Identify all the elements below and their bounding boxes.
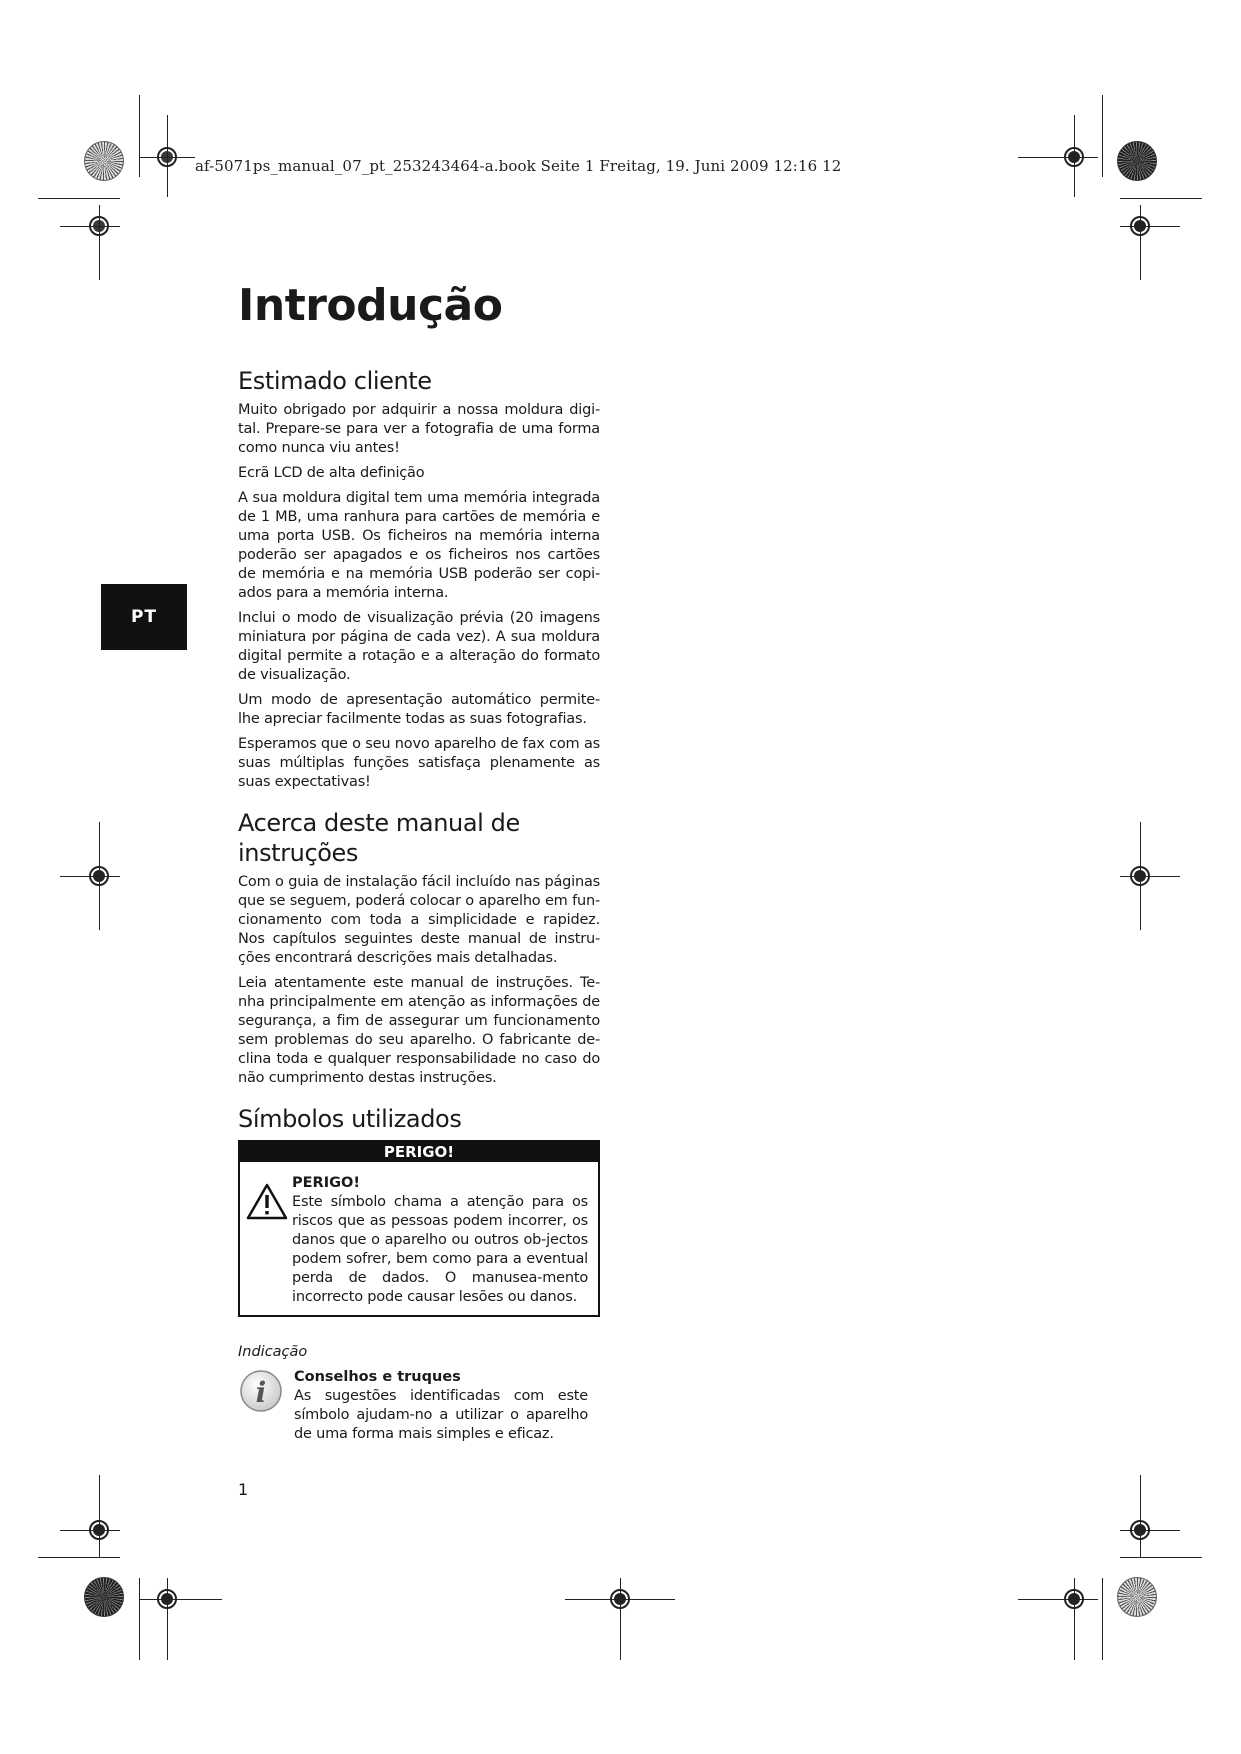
paragraph: Ecrã LCD de alta definição — [238, 465, 425, 481]
registration-mark-icon — [1125, 211, 1155, 241]
print-header: af-5071ps_manual_07_pt_253243464-a.book Seite 1 Freitag, 19. Juni 2009 12:16 12 — [195, 157, 842, 175]
registration-mark-icon — [84, 861, 114, 891]
color-bar-icon — [1117, 1577, 1157, 1617]
section-heading: Símbolos utilizados — [238, 1105, 462, 1133]
registration-mark-icon — [152, 1584, 182, 1614]
section-heading: Acerca deste manual de instruções — [238, 809, 520, 867]
danger-bar-label: PERIGO! — [240, 1142, 598, 1162]
color-bar-icon — [84, 141, 124, 181]
registration-mark-icon — [1125, 1515, 1155, 1545]
registration-mark-icon — [605, 1584, 635, 1614]
color-bar-icon — [1117, 141, 1157, 181]
paragraph: A sua moldura digital tem uma memória integrada de 1 MB, uma ranhura para cartões de memória e uma porta USB. Os ficheiros na memória interna poderão ser apagados e os ficheiros nos cartões de memória e na memória USB poderão ser copi-ados para a memória interna. — [238, 490, 600, 601]
note-label: Indicação — [238, 1344, 308, 1360]
paragraph: Esperamos que o seu novo aparelho de fax com as suas múltiplas funções satisfaça plenamente as suas expectativas! — [238, 736, 600, 790]
main-content — [238, 280, 600, 1444]
paragraph: Com o guia de instalação fácil incluído nas páginas que se seguem, poderá colocar o aparelho em fun-cionamento com toda a simplicidade e rapidez. Nos capítulos seguintes deste manual de instru-ções encontrará descrições mais detalhadas. — [238, 874, 600, 966]
page-number: 1 — [238, 1480, 249, 1499]
page-title: Introdução — [238, 280, 503, 331]
note-box — [238, 1368, 600, 1444]
svg-text:i: i — [255, 1376, 267, 1409]
registration-mark-icon — [1125, 861, 1155, 891]
paragraph: Leia atentamente este manual de instruções. Te-nha principalmente em atenção as informações de segurança, a fim de assegurar um funcionamento sem problemas do seu aparelho. O fabricante de-clina toda e qualquer responsabilidade no caso do não cumprimento destas instruções. — [238, 975, 600, 1086]
registration-mark-icon — [152, 142, 182, 172]
paragraph: Um modo de apresentação automático permite-lhe apreciar facilmente todas as suas fotografias. — [238, 692, 600, 727]
color-bar-icon — [84, 1577, 124, 1617]
registration-mark-icon — [84, 1515, 114, 1545]
section-heading: Estimado cliente — [238, 367, 432, 395]
paragraph: Muito obrigado por adquirir a nossa moldura digi-tal. Prepare-se para ver a fotografia de uma forma como nunca viu antes! — [238, 402, 600, 456]
note-heading: Conselhos e truques — [294, 1369, 461, 1385]
paragraph: Inclui o modo de visualização prévia (20 imagens miniatura por página de cada vez). A sua moldura digital permite a rotação e a alteração do formato de visualização. — [238, 610, 600, 683]
language-tab: PT — [101, 584, 187, 650]
danger-box — [238, 1140, 600, 1317]
registration-mark-icon — [1059, 142, 1089, 172]
registration-mark-icon — [1059, 1584, 1089, 1614]
danger-heading: PERIGO! — [292, 1175, 360, 1191]
note-text: As sugestões identificadas com este símbolo ajudam-no a utilizar o aparelho de uma forma mais simples e eficaz. — [294, 1388, 588, 1442]
info-icon — [238, 1368, 294, 1444]
warning-triangle-icon — [246, 1174, 292, 1307]
danger-text: Este símbolo chama a atenção para os riscos que as pessoas podem incorrer, os danos que o aparelho ou outros ob-jectos podem sofrer, bem como para a eventual perda de dados. O manusea-mento incorrecto pode causar lesões ou danos. — [292, 1194, 588, 1305]
registration-mark-icon — [84, 211, 114, 241]
